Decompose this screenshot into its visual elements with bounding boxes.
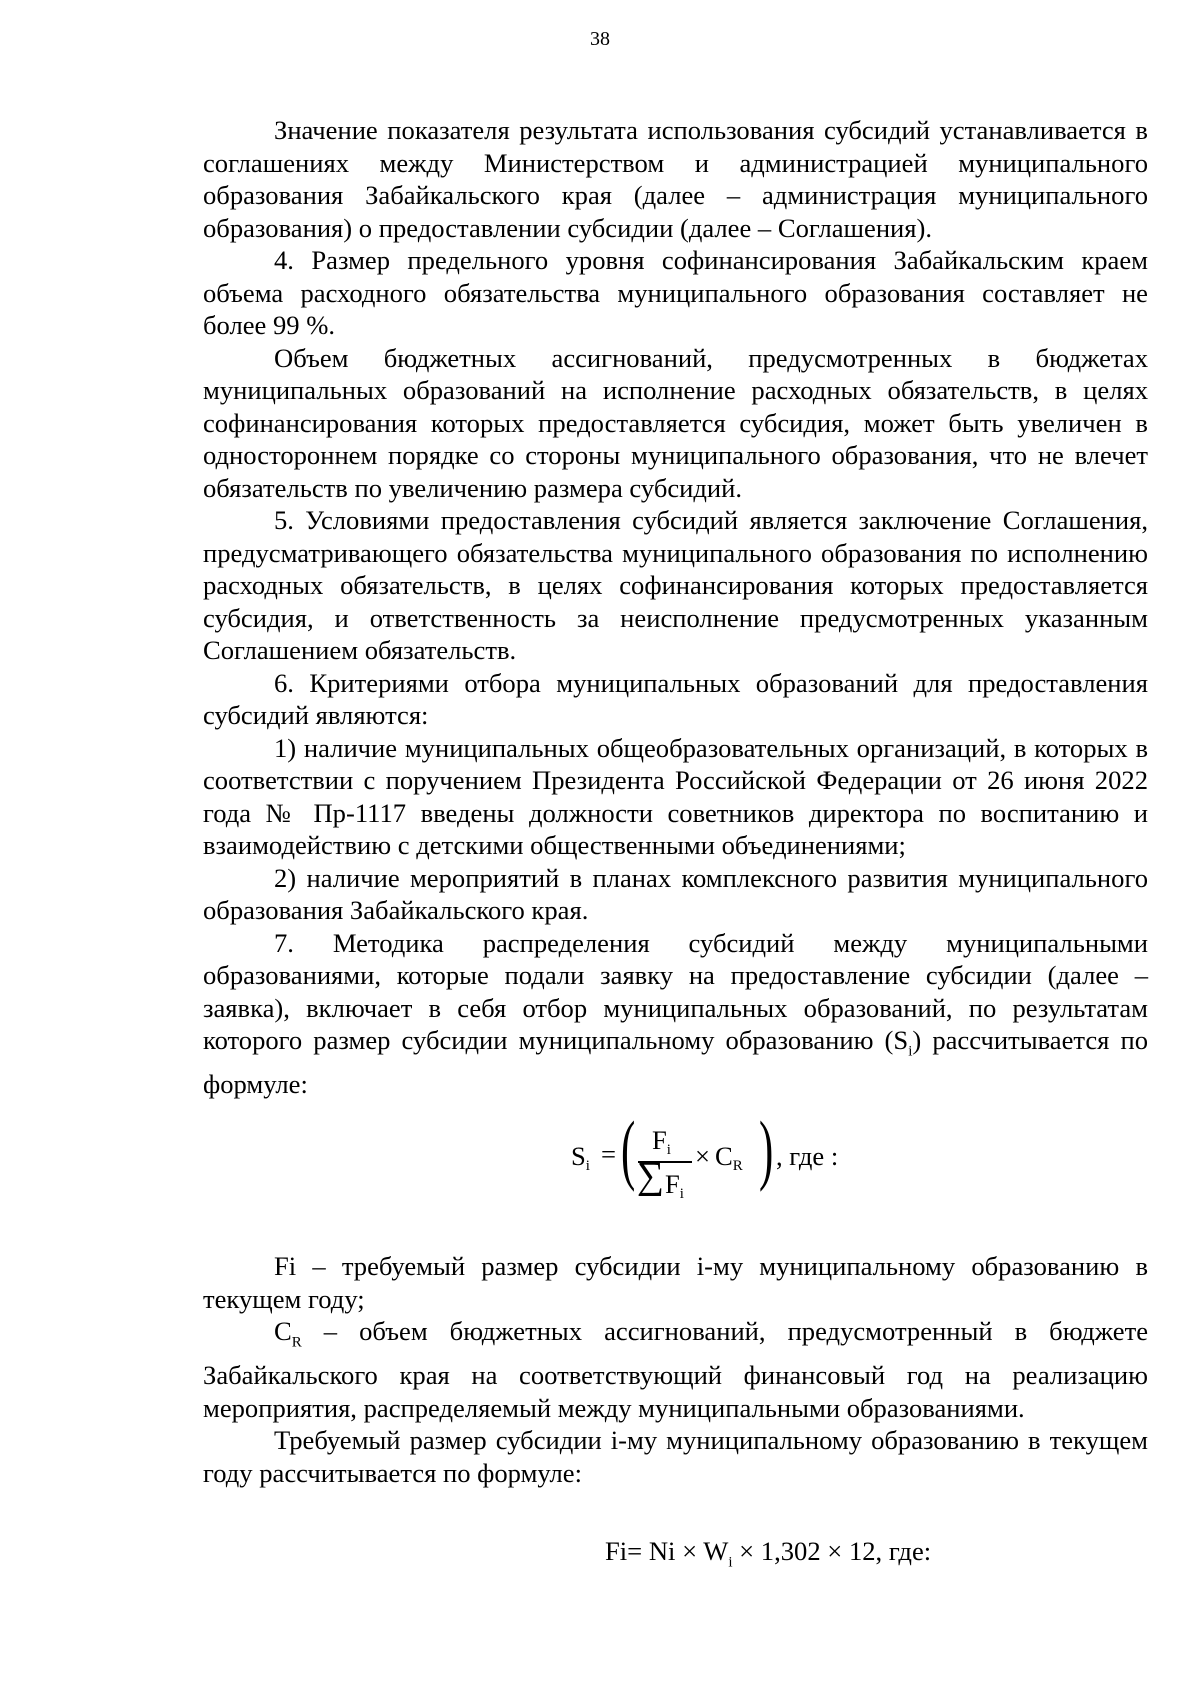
paragraph-required-subsidy: Требуемый размер субсидии i-му муниципальному образованию в текущем году рассчитывается по формуле:: [203, 1425, 1148, 1488]
paragraph-budget-allocations: Объем бюджетных ассигнований, предусмотренных в бюджетах муниципальных образований на исполнение расходных обязательств, в целях софинансирования которых предоставляется субсидия, может быть увеличен в одностороннем порядке со стороны муниципального образования, что не влечет обязательств по увеличению размера субсидий.: [203, 342, 1148, 503]
paragraph-cr-definition: [203, 1315, 1148, 1424]
formula-times: ×: [695, 1141, 710, 1172]
cr-symbol: C: [274, 1316, 292, 1347]
formula-denominator: $F_i$: [665, 1169, 684, 1203]
formula-fi-part1: Fi= Ni × W: [605, 1536, 729, 1567]
methodology-text-end: ) рассчитывается по формуле:: [203, 1025, 1148, 1099]
paragraph-conditions: 5. Условиями предоставления субсидий является заключение Соглашения, предусматривающего обязательства муниципального образования по исполнению расходных обязательств, в целях софинансирования которых предоставляется субсидия, и ответственность за неисполнение предусмотренных указанным Соглашением обязательств.: [203, 505, 1148, 665]
paragraph-criterion-1: 1) наличие муниципальных общеобразовательных организаций, в которых в соответствии с поручением Президента Российской Федерации от 26 июня 2022 года № Пр-1117 введены должности советников директора по воспитанию и взаимодействию с детскими общественными объединениями;: [203, 732, 1148, 860]
cr-subscript: R: [291, 1334, 302, 1351]
formula-tail: , где :: [776, 1141, 839, 1172]
document-body: [203, 114, 1148, 1579]
methodology-subscript: i: [908, 1043, 913, 1060]
paragraph-criterion-2: 2) наличие мероприятий в планах комплексного развития муниципального образования Забайкальского края.: [203, 862, 1148, 925]
formula-numerator: $F_i$: [652, 1125, 671, 1159]
formula-fi: [203, 1535, 1148, 1579]
formula-lhs: $S_i$: [571, 1141, 590, 1175]
formula-fi-subscript: i: [728, 1554, 733, 1571]
paragraph-indicator-value: Значение показателя результата использования субсидий устанавливается в соглашениях между Министерством и администрацией муниципального образования Забайкальского края (далее – администрация муниципального образования) о предоставлении субсидии (далее – Соглашения).: [203, 115, 1148, 243]
formula-coefficient: $C_R$: [715, 1141, 743, 1175]
formula-fi-part2: × 1,302 × 12, где:: [732, 1536, 932, 1567]
formula-right-paren: ): [759, 1105, 774, 1193]
formula-left-paren: (: [621, 1105, 636, 1193]
paragraph-methodology: [203, 927, 1148, 1101]
paragraph-fi-definition: Fi – требуемый размер субсидии i-му муниципальному образованию в текущем году;: [203, 1251, 1148, 1314]
formula-equals: =: [601, 1139, 616, 1170]
cr-text: – объем бюджетных ассигнований, предусмотренный в бюджете Забайкальского края на соответствующий финансовый год на реализацию мероприятия, распределяемый между муниципальными образованиями.: [203, 1316, 1148, 1423]
methodology-text-start: 7. Методика распределения субсидий между муниципальными образованиями, которые подали заявку на предоставление субсидии (далее – заявка), включает в себя отбор муниципальных образований, по результатам которого размер субсидии муниципальному образованию (S: [203, 927, 1148, 1055]
paragraph-cofinancing-limit: 4. Размер предельного уровня софинансирования Забайкальским краем объема расходного обязательства муниципального образования составляет не более 99 %.: [203, 245, 1148, 340]
formula-sum: ∑: [637, 1155, 665, 1198]
formula-subsidy-distribution: [203, 1100, 1148, 1250]
formula-si: [571, 1100, 839, 1218]
page-number: 38: [590, 28, 610, 50]
paragraph-criteria: 6. Критериями отбора муниципальных образований для предоставления субсидий являются:: [203, 667, 1148, 730]
